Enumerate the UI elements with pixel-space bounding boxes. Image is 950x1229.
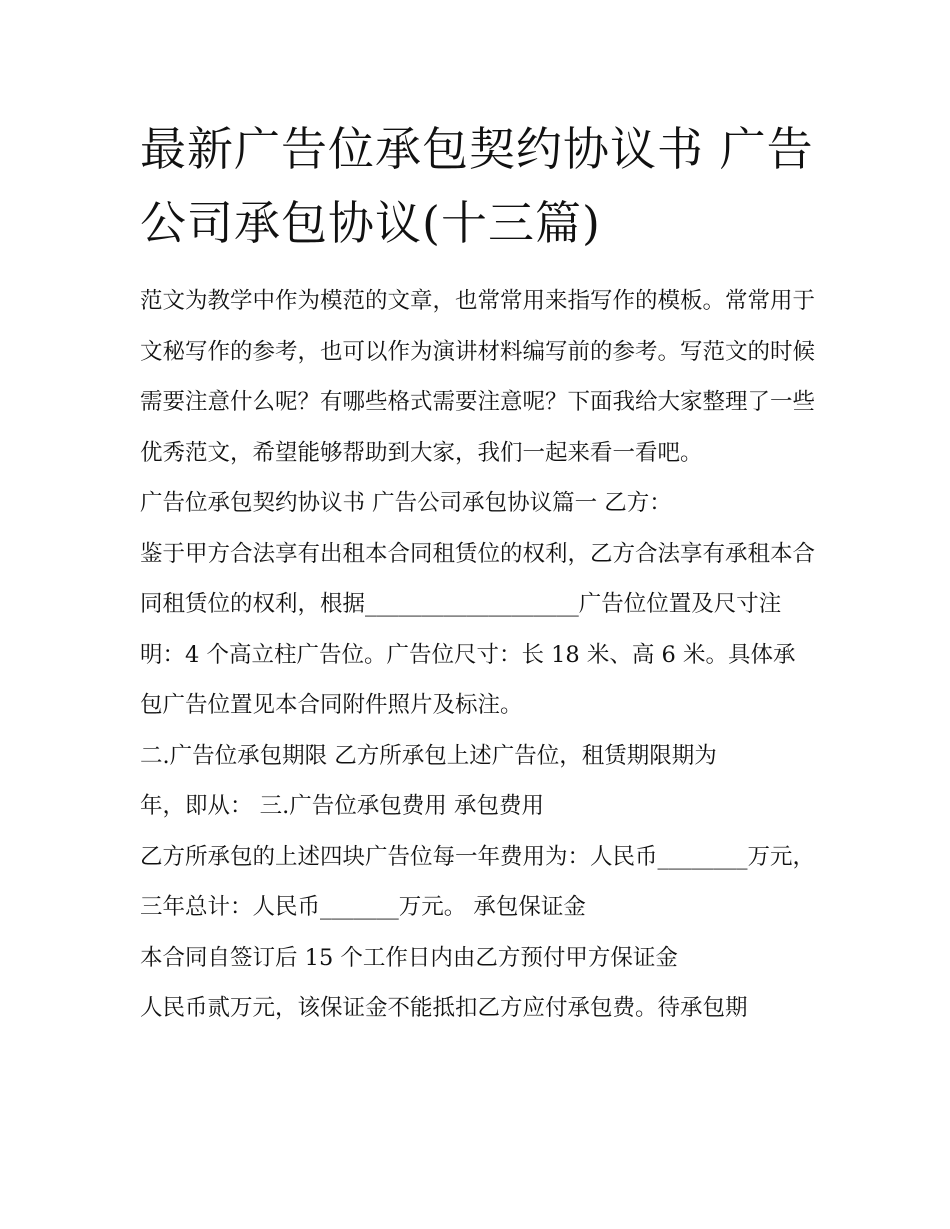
paragraph-fees: 乙方所承包的上述四块广告位每一年费用为：人民币________万元，三年总计：人民币_______万元。 承包保证金 <box>140 843 816 920</box>
document-title: 最新广告位承包契约协议书 广告公司承包协议(十三篇) <box>140 122 814 250</box>
document-body <box>140 276 816 1034</box>
paragraph-intro: 范文为教学中作为模范的文章，也常常用来指写作的模板。常常用于文秘写作的参考，也可以作为演讲材料编写前的参考。写范文的时候需要注意什么呢？有哪些格式需要注意呢？下面我给大家整理了一些优秀范文，希望能够帮助到大家，我们一起来看一看吧。 <box>140 288 816 466</box>
paragraph-section-heading: 广告位承包契约协议书 广告公司承包协议篇一 乙方： <box>140 490 672 516</box>
paragraph-term: 二.广告位承包期限 乙方所承包上述广告位，租赁期限期为 <box>140 742 717 769</box>
paragraph-term-dates: 年，即从： 三.广告位承包费用 承包费用 <box>140 793 544 819</box>
paragraph-recitals: 鉴于甲方合法享有出租本合同租赁位的权利，乙方合法享有承租本合同租赁位的权利，根据___________________广告位位置及尺寸注明：4 个高立柱广告位。广告位尺寸：长 18 米、高 6 米。具体承包广告位置见本合同附件照片及标注。 <box>140 540 816 718</box>
paragraph-deposit: 本合同自签订后 15 个工作日内由乙方预付甲方保证金 <box>140 944 678 971</box>
paragraph-deposit-amount: 人民币贰万元，该保证金不能抵扣乙方应付承包费。待承包期 <box>140 995 748 1021</box>
